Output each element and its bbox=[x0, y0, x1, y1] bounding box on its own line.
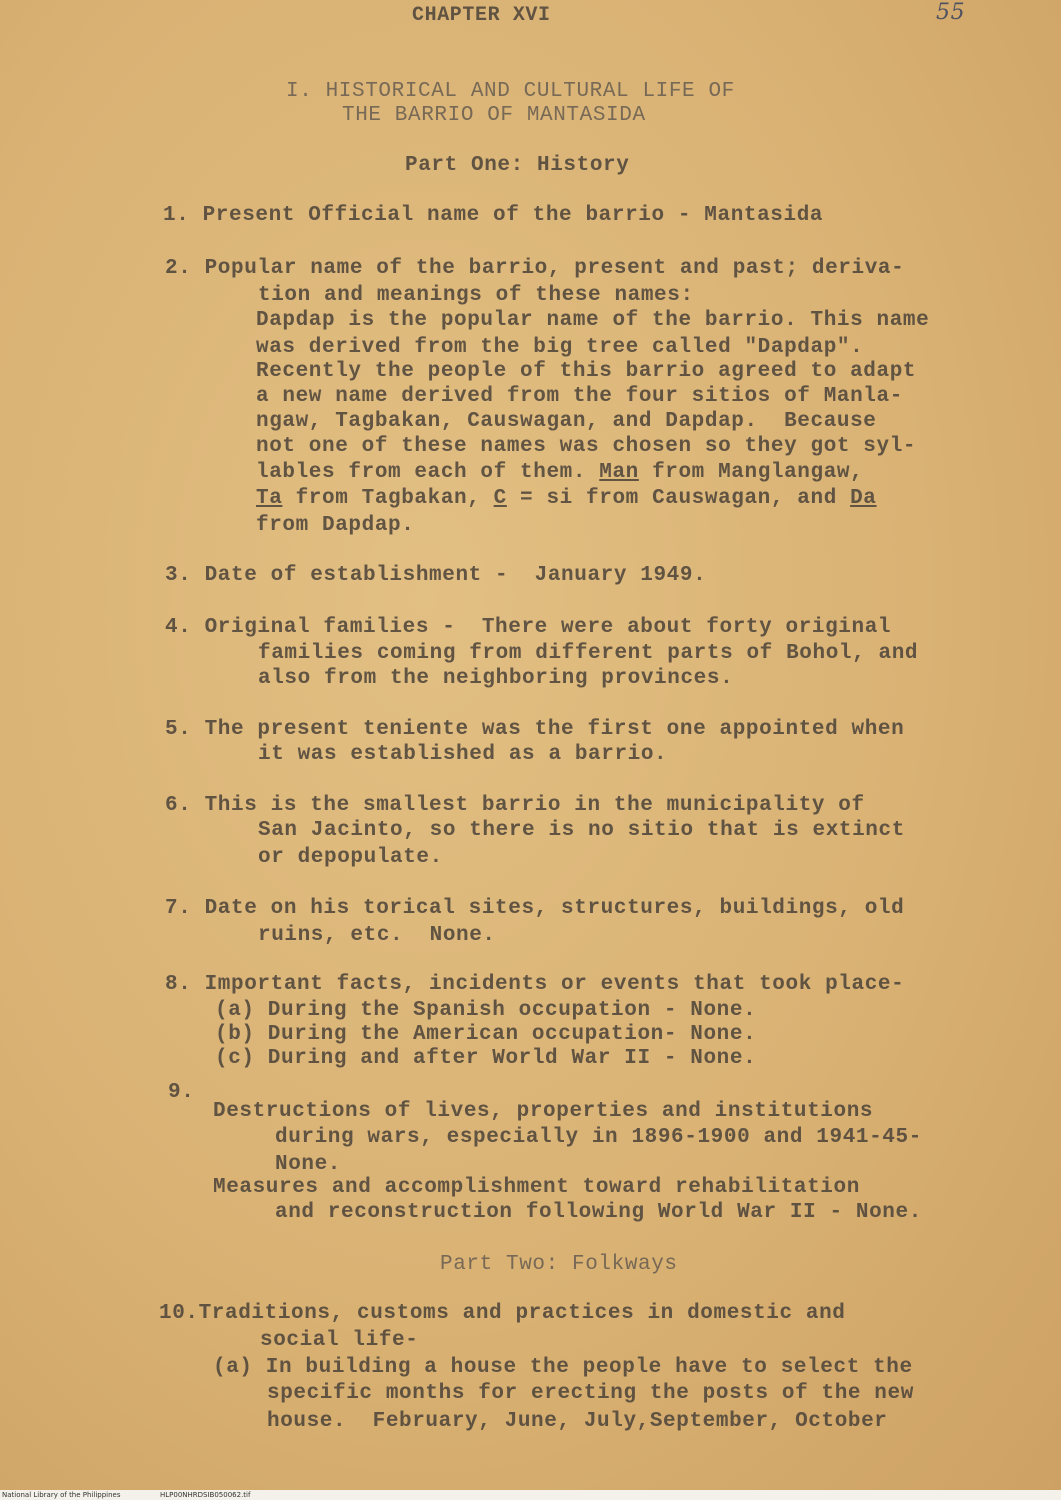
item-9-number: 9. bbox=[168, 1081, 195, 1104]
underlined-syllable: Ta bbox=[256, 487, 283, 510]
item-8-sub: (b) During the American occupation- None. bbox=[215, 1023, 757, 1046]
underlined-syllable: Man bbox=[599, 461, 639, 484]
item-2-line: tion and meanings of these names: bbox=[258, 284, 694, 307]
item-5-line: 5. The present teniente was the first one appointed when bbox=[165, 718, 905, 741]
scan-footer bbox=[0, 1490, 1061, 1500]
item-10-line: house. February, June, July,September, October bbox=[267, 1410, 888, 1433]
item-4-line: 4. Original families - There were about forty original bbox=[165, 616, 892, 639]
item-3: 3. Date of establishment - January 1949. bbox=[165, 564, 707, 587]
text-run: lables from each of them. bbox=[256, 461, 600, 484]
item-7-line: ruins, etc. None. bbox=[258, 924, 496, 947]
item-6-line: 6. This is the smallest barrio in the municipality of bbox=[165, 794, 865, 817]
chapter-heading: CHAPTER XVI bbox=[412, 4, 551, 27]
item-9-line: Measures and accomplishment toward rehabilitation bbox=[213, 1176, 860, 1199]
footer-left: National Library of the Philippines bbox=[2, 1491, 121, 1499]
item-9-line: None. bbox=[275, 1153, 342, 1176]
item-1: 1. Present Official name of the barrio - Mantasida bbox=[163, 204, 824, 227]
item-2-line: not one of these names was chosen so they got syl- bbox=[256, 435, 917, 458]
item-2-line: ngaw, Tagbakan, Causwagan, and Dapdap. Because bbox=[256, 410, 877, 433]
item-2-line: Dapdap is the popular name of the barrio. This name bbox=[256, 309, 930, 332]
item-7-line: 7. Date on his torical sites, structures, buildings, old bbox=[165, 897, 905, 920]
footer-right: HLP00NHRDSIB050062.tif bbox=[160, 1491, 251, 1499]
underlined-syllable: C bbox=[493, 487, 507, 510]
text-run: from Manglangaw, bbox=[638, 461, 864, 484]
item-6-line: or depopulate. bbox=[258, 846, 443, 869]
item-8-sub: (c) During and after World War II - None. bbox=[215, 1047, 757, 1070]
title-line-1: I. HISTORICAL AND CULTURAL LIFE OF bbox=[286, 80, 735, 103]
text-run: from Tagbakan, bbox=[282, 487, 494, 510]
item-4-line: families coming from different parts of Bohol, and bbox=[258, 642, 919, 665]
item-2-line: 2. Popular name of the barrio, present and past; deriva- bbox=[165, 257, 905, 280]
item-8-sub: (a) During the Spanish occupation - None. bbox=[215, 999, 757, 1022]
item-2-line: a new name derived from the four sitios of Manla- bbox=[256, 385, 903, 408]
item-5-line: it was established as a barrio. bbox=[258, 743, 668, 766]
title-line-2: THE BARRIO OF MANTASIDA bbox=[342, 104, 646, 127]
item-9-line: Destructions of lives, properties and institutions bbox=[213, 1100, 874, 1123]
item-9-line: and reconstruction following World War II - None. bbox=[275, 1201, 922, 1224]
item-2-line: Recently the people of this barrio agreed to adapt bbox=[256, 360, 917, 383]
item-2-line bbox=[256, 487, 877, 510]
page-number: 55 bbox=[936, 0, 966, 25]
item-10-line: (a) In building a house the people have to select the bbox=[213, 1356, 913, 1379]
item-10-line: 10.Traditions, customs and practices in domestic and bbox=[159, 1302, 846, 1325]
part-one-heading: Part One: History bbox=[405, 154, 630, 177]
item-2-line bbox=[256, 461, 863, 484]
part-two-heading: Part Two: Folkways bbox=[440, 1253, 678, 1276]
underlined-syllable: Da bbox=[850, 487, 877, 510]
item-2-line: was derived from the big tree called "Dapdap". bbox=[256, 336, 864, 359]
item-6-line: San Jacinto, so there is no sitio that is extinct bbox=[258, 819, 905, 842]
item-2-line: from Dapdap. bbox=[256, 514, 415, 537]
text-run: = si from Causwagan, and bbox=[506, 487, 851, 510]
item-9-line: during wars, especially in 1896-1900 and 1941-45- bbox=[275, 1126, 922, 1149]
item-8-line: 8. Important facts, incidents or events that took place- bbox=[165, 973, 905, 996]
item-10-line: specific months for erecting the posts of the new bbox=[267, 1382, 914, 1405]
item-4-line: also from the neighboring provinces. bbox=[258, 667, 734, 690]
item-10-line: social life- bbox=[260, 1329, 419, 1352]
